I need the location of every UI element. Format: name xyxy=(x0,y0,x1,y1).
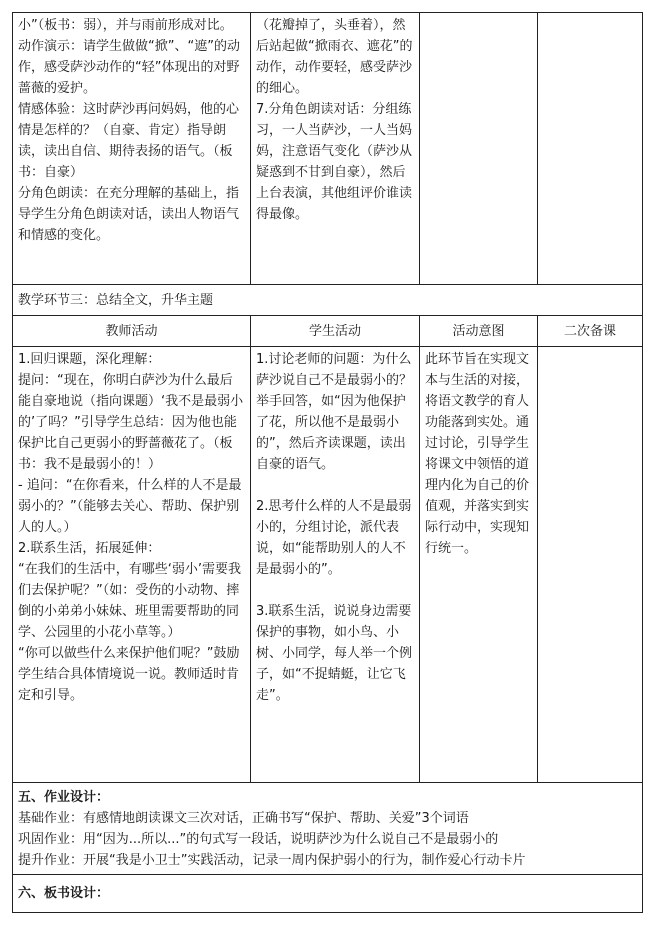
header-student: 学生活动 xyxy=(251,316,420,347)
backup-cell xyxy=(538,347,643,783)
homework-row xyxy=(13,783,643,875)
intent-cell: 此环节旨在实现文本与生活的对接，将语文教学的育人功能落到实处。通过讨论，引导学生将课文中领悟的道理内化为自己的价值观，并落实到实际行动中，实现知行统一。 xyxy=(420,347,538,783)
backup-cell xyxy=(538,13,643,285)
teacher-activity-cell: 小”（板书：弱），并与雨前形成对比。 动作演示：请学生做做“掀”、“遮”的动作，感受萨沙动作的“轻”体现出的对野蔷薇的爱护。 情感体验：这时萨沙再问妈妈，他的心情是怎样的？（自豪、肯定）指导朗读，读出自信、期待表扬的语气。（板书：自豪） 分角色朗读：在充分理解的基础上，指导学生分角色朗读对话，读出人物语气和情感的变化。 xyxy=(13,13,251,285)
header-backup: 二次备课 xyxy=(538,316,643,347)
homework-cell xyxy=(13,783,643,875)
header-intent: 活动意图 xyxy=(420,316,538,347)
homework-title: 五、作业设计： xyxy=(18,789,110,805)
student-activity-cell: （花瓣掉了，头垂着），然后站起做“掀雨衣、遮花”的动作，动作要轻，感受萨沙的细心。 7.分角色朗读对话：分组练习，一人当萨沙，一人当妈妈，注意语气变化（萨沙从疑惑到不甘到自豪），然后上台表演，其他组评价谁读得最像。 xyxy=(251,13,420,285)
board-title: 六、板书设计： xyxy=(13,875,643,913)
table-row xyxy=(13,347,643,783)
section-title: 教学环节三：总结全文，升华主题 xyxy=(13,285,643,316)
homework-line: 巩固作业：用“因为...所以...”的句式写一段话，说明萨沙为什么说自己不是最弱小的 xyxy=(18,831,499,847)
lesson-plan-table xyxy=(12,12,643,913)
board-row xyxy=(13,875,643,913)
intent-cell xyxy=(420,13,538,285)
homework-line: 提升作业：开展“我是小卫士”实践活动，记录一周内保护弱小的行为，制作爱心行动卡片 xyxy=(18,852,526,868)
student-activity-cell: 1.讨论老师的问题：为什么萨沙说自己不是最弱小的？举手回答，如“因为他保护了花，所以他不是最弱小的”，然后齐读课题，读出自豪的语气。 2.思考什么样的人不是最弱小的，分组讨论，派代表说，如“能帮助别人的人不是最弱小的”。 3.联系生活，说说身边需要保护的事物，如小鸟、小树、小同学，每人举一个例子，如“不捉蜻蜓，让它飞走”。 xyxy=(251,347,420,783)
teacher-activity-cell: 1.回归课题，深化理解： 提问：“现在，你明白萨沙为什么最后能自豪地说（指向课题）‘我不是最弱小的’了吗？”引导学生总结：因为他也能保护比自己更弱小的野蔷薇花了。（板书：我不是最弱小的！） - 追问：“在你看来，什么样的人不是最弱小的？”（能够去关心、帮助、保护别人的人。） 2.联系生活，拓展延伸： “在我们的生活中，有哪些‘弱小’需要我们去保护呢？”（如：受伤的小动物、摔倒的小弟弟小妹妹、班里需要帮助的同学、公园里的小花小草等。） “你可以做些什么来保护他们呢？”鼓励学生结合具体情境说一说。教师适时肯定和引导。 xyxy=(13,347,251,783)
table-row xyxy=(13,13,643,285)
section-row xyxy=(13,285,643,316)
homework-line: 基础作业：有感情地朗读课文三次对话，正确书写“保护、帮助、关爱”3个词语 xyxy=(18,810,469,826)
header-teacher: 教师活动 xyxy=(13,316,251,347)
header-row xyxy=(13,316,643,347)
